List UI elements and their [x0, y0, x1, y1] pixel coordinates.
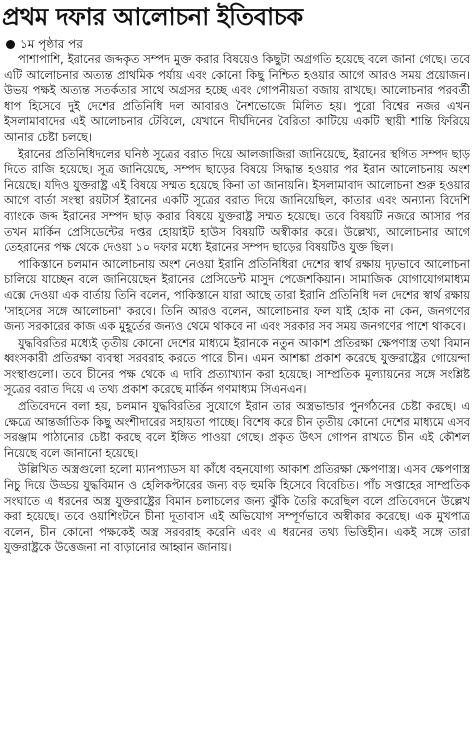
paragraph: ইরানের প্রতিনিধিদলের ঘনিষ্ঠ সূত্রের বরাত দিয়ে আলজাজিরা জানিয়েছে, ইরানের স্থগিত সম্পদ ছাড় দিতে রাজি হয়েছে। সূত্র জানিয়েছে, সম্পদ ছাড়ের বিষয়ে সিদ্ধান্ত হওয়ার পর ইরান আলোচনায় অংশ নিয়েছে। যদিও যুক্তরাষ্ট্র এই বিষয়ে সম্মত হয়েছে কিনা তা জানায়নি। ইসলামাবাদ আলোচনা শুরু হওয়ার আগে বার্তা সংস্থা রয়টার্স ইরানের একটি সূত্রের বরাত দিয়ে জানিয়েছিল, কাতার এবং অন্যান্য বিদেশি ব্যাংকে জব্দ ইরানের সম্পদ ছাড় করার বিষয়ে যুক্তরাষ্ট্র সম্মত হয়েছে। তবে বিষয়টি নজরে আসার পর তখন মার্কিন প্রেসিডেন্টের দপ্তর হোয়াইট হাউস বিষয়টি অস্বীকার করে। উল্লেখ্য, আলোচনার আগে তেহরানের পক্ষ থেকে দেওয়া ১০ দফার মধ্যে ইরানের সম্পদ ছাড়ের বিষয়টিও যুক্ত ছিল। — [4, 146, 470, 255]
article-body — [4, 52, 470, 752]
headline: প্রথম দফার আলোচনা ইতিবাচক — [2, 3, 303, 31]
paragraph: পাকিস্তানে চলমান আলোচনায় অংশ নেওয়া ইরানি প্রতিনিধিরা দেশের স্বার্থ রক্ষায় দৃঢ়ভাবে আলোচনা চালিয়ে যাচ্ছেন বলে জানিয়েছেন ইরানের প্রেসিডেন্ট মাসুদ পেজেশকিয়ান। সামাজিক যোগাযোগমাধ্যম এক্সে দেওয়া এক বার্তায় তিনি বলেন, পাকিস্তানে যারা আছে তারা ইরানি প্রতিনিধি দল দেশের স্বার্থ রক্ষায় 'সাহসের সঙ্গে আলোচনা' করবে। তিনি আরও বলেন, আলোচনার ফল যাই হোক না কেন, জনগণের জন্য সরকারের কাজ এক মুহূর্তের জন্যও থেমে থাকবে না এবং সরকার সব সময় জনগণের পাশে থাকবে। — [4, 256, 470, 334]
bullet-icon — [6, 40, 15, 49]
paragraph: যুদ্ধবিরতির মধ্যেই তৃতীয় কোনো দেশের মাধ্যমে ইরানকে নতুন আকাশ প্রতিরক্ষা ক্ষেপণাস্ত্র তথা বিমান ধ্বংসকারী প্রতিরক্ষা ব্যবস্থা সরবরাহ করতে পারে চীন। এমন আশঙ্কা প্রকাশ করেছে যুক্তরাষ্ট্রের গোয়েন্দা সংস্থাগুলো। তবে চীনের পক্ষ থেকে এ দাবি প্রত্যাখ্যান করা হয়েছে। সাম্প্রতিক মূল্যায়নের সঙ্গে সংশ্লিষ্ট সূত্রের বরাত দিয়ে এ তথ্য প্রকাশ করেছে মার্কিন গণমাধ্যম সিএনএন। — [4, 335, 470, 397]
continuation-label: ১ম পৃষ্ঠার পর — [20, 37, 83, 51]
paragraph: প্রতিবেদনে বলা হয়, চলমান যুদ্ধবিরতির সুযোগে ইরান তার অস্ত্রভান্ডার পুনর্গঠনের চেষ্টা করছে। এ ক্ষেত্রে আন্তর্জাতিক কিছু অংশীদারের সহায়তা পাচ্ছে। বিশেষ করে চীন তৃতীয় কোনো দেশের মাধ্যমে এসব সরঞ্জাম পাঠানোর চেষ্টা করছে বলে ইঙ্গিত পাওয়া গেছে। প্রকৃত উৎস গোপন রাখতে চীন এই কৌশল নিয়েছে বলে জানানো হয়েছে। — [4, 399, 470, 460]
paragraph: পাশাপাশি, ইরানের জব্দকৃত সম্পদ মুক্ত করার বিষয়েও কিছুটা অগ্রগতি হয়েছে বলে জানা গেছে। তবে এটি আলোচনার অত্যন্ত প্রাথমিক পর্যায় এবং কোনো কিছু নিশ্চিত হওয়ার আগে আরও সময় প্রয়োজন। উভয় পক্ষই অত্যন্ত সতর্কতার সাথে অগ্রসর হচ্ছে এবং গোপনীয়তা বজায় রাখছে। আলোচনার পরবর্তী ধাপ হিসেবে দুই দেশের প্রতিনিধি দল আবারও নৈশভোজে মিলিত হয়। পুরো বিশ্বের নজর এখন ইসলামাবাদের এই আলোচনার টেবিলে, যেখানে দীর্ঘদিনের বৈরিতা কাটিয়ে একটি স্থায়ী শান্তি ফিরিয়ে আনার চেষ্টা চলছে। — [4, 52, 470, 144]
continuation-marker — [6, 36, 83, 52]
paragraph: উল্লিখিত অস্ত্রগুলো হলো ম্যানপ্যাডস যা কাঁধে বহনযোগ্য আকাশ প্রতিরক্ষা ক্ষেপণাস্ত্র। এসব ক্ষেপণাস্ত্র নিচু দিয়ে উড্ডয় যুদ্ধবিমান ও হেলিকপ্টারের জন্য বড় হুমকি হিসেবে বিবেচিত। পাঁচ সপ্তাহের সাম্প্রতিক সংঘাতে এ ধরনের অস্ত্র যুক্তরাষ্ট্রের বিমান চলাচলের জন্য ঝুঁকি তৈরি করেছিল বলে প্রতিবেদনে উল্লেখ করা হয়েছে। তবে ওয়াশিংটনে চীনা দূতাবাস এই অভিযোগ সম্পূর্ণভাবে অস্বীকার করেছে। এক মুখপাত্র বলেন, চীন কোনো পক্ষকেই অস্ত্র সরবরাহ করেনি এবং এ ধরনের তথ্য ভিত্তিহীন। একই সঙ্গে তারা যুক্তরাষ্ট্রকে উত্তেজনা না বাড়ানোর আহ্বান জানায়। — [4, 462, 470, 555]
